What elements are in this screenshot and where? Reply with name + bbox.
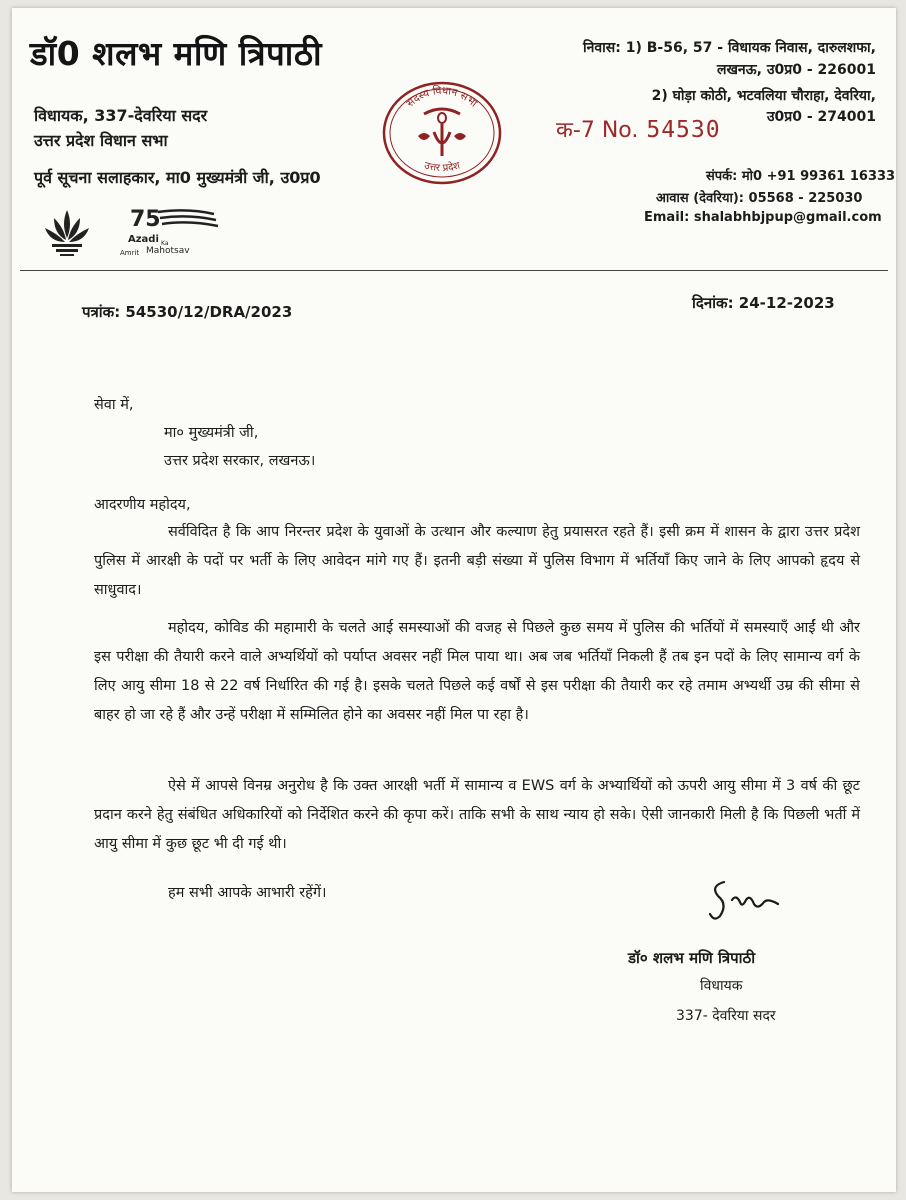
serial-value: 54530 (646, 117, 721, 143)
svg-text:Ka: Ka (161, 240, 169, 247)
serial-prefix: क-7 No. (556, 118, 639, 143)
closing-line: हम सभी आपके आभारी रहेंगें। (168, 885, 327, 901)
body-paragraph-2: महोदय, कोविड की महामारी के चलते आई समस्याओं की वजह से पिछले कुछ समय में पुलिस की भर्तियों में समस्याएँ आईं थी और इस परीक्षा की तैयारी करने वाले अभ्यर्थियों को पर्याप्त अवसर नहीं मिल पाया था। अब जब भर्तियाँ निकली हैं तब इन पदों के लिए सामान्य वर्ग के लिए आयु सीमा 18 से 22 वर्ष निर्धारित की गई है। इसके चलते पिछले कई वर्षों से इस परीक्षा की तैयारी कर रहे तमाम अभ्यर्थी उम्र की सीमा से बाहर हो जा रहे हैं और उन्हें परीक्षा में सम्मिलित होने का अवसर नहीं मिल पा रहा है। (94, 620, 860, 723)
assembly-seal-icon (380, 80, 504, 186)
svg-text:Amrit: Amrit (120, 249, 140, 257)
signature-icon (702, 874, 786, 934)
signatory-designation: विधायक (700, 978, 743, 994)
address-line-4: उ0प्र0 - 274001 (766, 109, 876, 125)
letterhead-former-post: पूर्व सूचना सलाहकार, मा0 मुख्यमंत्री जी, उ0प्र0 (34, 168, 321, 187)
body-paragraph-3: ऐसे में आपसे विनम्र अनुरोध है कि उक्त आरक्षी भर्ती में सामान्य व EWS वर्ग के अभ्यार्थियों को ऊपरी आयु सीमा में 3 वर्ष की छूट प्रदान करने हेतु संबंधित अधिकारियों को निर्देशित करने की कृपा करें। ताकि सभी के साथ न्याय हो सके। ऐसी जानकारी मिली है कि पिछली भर्ती में आयु सीमा में कुछ छूट भी दी गई थी। (94, 778, 860, 852)
letterhead-house: उत्तर प्रदेश विधान सभा (34, 131, 168, 150)
azadi-ka-amrit-mahotsav-logo (118, 204, 228, 262)
seal-bottom-text: उत्तर प्रदेश (422, 160, 462, 175)
address-line-3: 2) घोड़ा कोठी, भटवलिया चौराहा, देवरिया, (651, 88, 876, 104)
signatory-constituency: 337- देवरिया सदर (676, 1008, 776, 1024)
salutation: आदरणीय महोदय, (94, 497, 191, 513)
recipient-line-1: मा० मुख्यमंत्री जी, (164, 425, 259, 441)
address-line-2: लखनऊ, उ0प्र0 - 226001 (716, 62, 876, 78)
serial-number (556, 114, 721, 144)
svg-text:उत्तर प्रदेश (423, 160, 462, 174)
contact-phone: संपर्क: मो0 +91 99361 16333 (706, 169, 896, 184)
letterhead-name: डॉ0 शलभ मणि त्रिपाठी (30, 34, 323, 73)
recipient-seva: सेवा में, (94, 397, 134, 413)
contact-email: Email: shalabhbjpup@gmail.com (644, 210, 882, 225)
reference-number: पत्रांक: 54530/12/DRA/2023 (82, 303, 293, 321)
recipient-line-2: उत्तर प्रदेश सरकार, लखनऊ। (164, 453, 316, 469)
seal-top-text: सदस्य विधान सभा (404, 84, 480, 110)
letter-sheet (12, 8, 896, 1192)
body-paragraph-1: सर्वविदित है कि आप निरन्तर प्रदेश के युवाओं के उत्थान और कल्याण हेतु प्रयासरत रहते हैं। इसी क्रम में शासन के द्वारा उत्तर प्रदेश पुलिस में आरक्षी के पदों पर भर्ती के लिए आवेदन मांगे गए हैं। इतनी बड़ी संख्या में पुलिस विभाग में भर्तियाँ किए जाने के लिए आपको हृदय से साधुवाद। (94, 524, 860, 598)
svg-text:75: 75 (130, 207, 161, 232)
letterhead-designation: विधायक, 337-देवरिया सदर (34, 106, 208, 125)
lotus-logo-icon (42, 206, 92, 258)
signatory-name: डॉ० शलभ मणि त्रिपाठी (628, 949, 756, 967)
header-divider (20, 270, 888, 271)
letter-date: दिनांक: 24-12-2023 (692, 294, 835, 312)
svg-text:Azadi: Azadi (128, 234, 159, 245)
contact-residence: आवास (देवरिया): 05568 - 225030 (656, 191, 863, 206)
address-line-1: निवास: 1) B-56, 57 - विधायक निवास, दारुलशफा, (583, 40, 876, 56)
svg-text:Mahotsav: Mahotsav (146, 246, 190, 256)
